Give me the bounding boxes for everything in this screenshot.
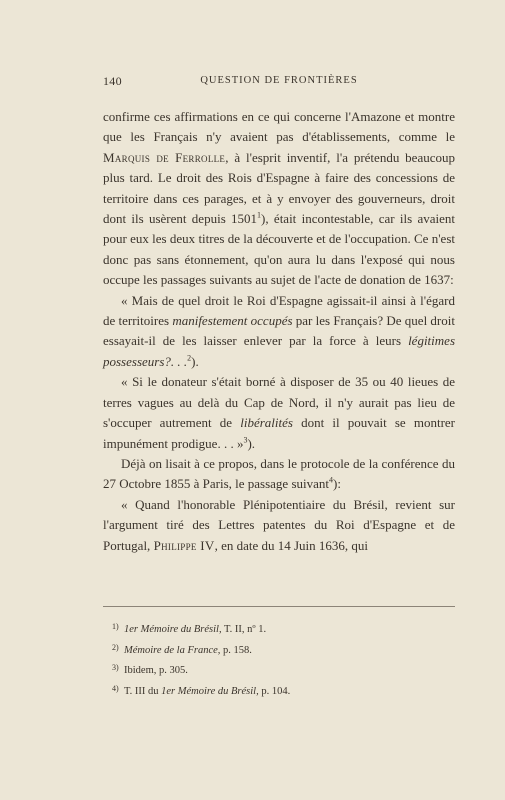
running-title: QUESTION DE FRONTIÈRES [200, 75, 358, 86]
footnote-ref[interactable]: 3 [243, 435, 248, 445]
footnote-mark: 3) [112, 663, 119, 673]
footnote-divider [103, 606, 455, 607]
page-number: 140 [103, 74, 122, 88]
text-run: T. III du [124, 685, 162, 697]
footnote-mark: 1) [112, 622, 119, 631]
footnote-ref[interactable]: 2 [187, 353, 192, 363]
italic-text: 1er Mémoire du Brésil, [161, 685, 259, 697]
footnote-mark: 4) [112, 683, 119, 693]
italic-text: légitimes possesseurs [103, 333, 455, 369]
footnote-ref[interactable]: 1 [257, 210, 262, 220]
text-run: « Mais de quel droit le Roi d'Espagne agissait-il ainsi à l'égard de territoires [103, 292, 455, 329]
footnote [112, 659, 442, 680]
text-run: ). [191, 353, 199, 369]
italic-text: libéralités [240, 415, 293, 431]
paragraph [103, 107, 455, 291]
italic-text: Mémoire de la France, [124, 644, 221, 656]
footnote [112, 680, 442, 701]
quote-paragraph [103, 372, 455, 454]
quote-paragraph [103, 495, 455, 556]
footnote-mark: 2) [112, 642, 119, 652]
text-run: Ibidem, p. 305. [124, 665, 188, 677]
italic-text: 1er Mémoire du Brésil, [124, 624, 222, 635]
text-run: p. 104. [258, 685, 291, 697]
footnote [112, 639, 442, 660]
text-run: , en date du 14 Juin 1636, qui [214, 537, 369, 553]
quote-paragraph [103, 291, 455, 373]
text-run: « Si le donateur s'était borné à disposer de 35 ou 40 lieues de terres vagues au delà du Cap de Nord, il n'y aurait pas lieu de s'occuper autrement de [103, 374, 455, 431]
text-run: , à l'esprit inventif, l'a prétendu beaucoup plus tard. Le droit des Rois d'Espagne à faire des concessions de territoire dans ces parages, et à y envoyer des gouverneurs, droit dont ils usèrent depuis 1501 [103, 149, 455, 227]
footnote [112, 618, 442, 639]
text-run: Déjà on lisait à ce propos, dans le protocole de la conférence du 27 Octobre 1855 à Paris, le passage suivant [103, 455, 455, 492]
body-text [103, 107, 455, 556]
text-run: confirme ces affirmations en ce qui concerne l'Amazone et montre que les Français n'y avaient pas d'établissements, comme le [103, 109, 455, 145]
person-name: Marquis de Ferrolle [103, 149, 226, 165]
text-run: par les Français? De quel droit essayait-il de les laisser enlever par la force à leurs [103, 313, 455, 349]
text-run: « Quand l'honorable Plénipotentiaire du Brésil, revient sur l'argument tiré des Lettres patentes du Roi d'Espagne et de Portugal, [103, 496, 455, 553]
text-run: dont il pouvait se montrer impunément prodigue. . . » [103, 415, 455, 451]
text-run: ). [247, 435, 256, 451]
text-run: T. II, nº 1. [221, 624, 267, 635]
italic-text: manifestement occupés [172, 313, 293, 329]
text-run: p. 158. [220, 644, 252, 656]
text-run: ), était incontestable, car ils avaient pour eux les deux titres de la découverte et de l'occupation. Ce n'est donc pas sans étonnement, qu'on aura lu dans l'exposé qui nous occupe les passages suivants au sujet de l'acte de donation de 1637: [103, 211, 455, 288]
paragraph [103, 454, 455, 495]
footnote-ref[interactable]: 4 [329, 475, 334, 485]
person-name: Philippe IV [153, 537, 215, 553]
text-run: ): [333, 476, 341, 492]
page-header [103, 74, 455, 92]
footnotes [112, 618, 442, 700]
italic-text: ?. . . [164, 353, 188, 369]
